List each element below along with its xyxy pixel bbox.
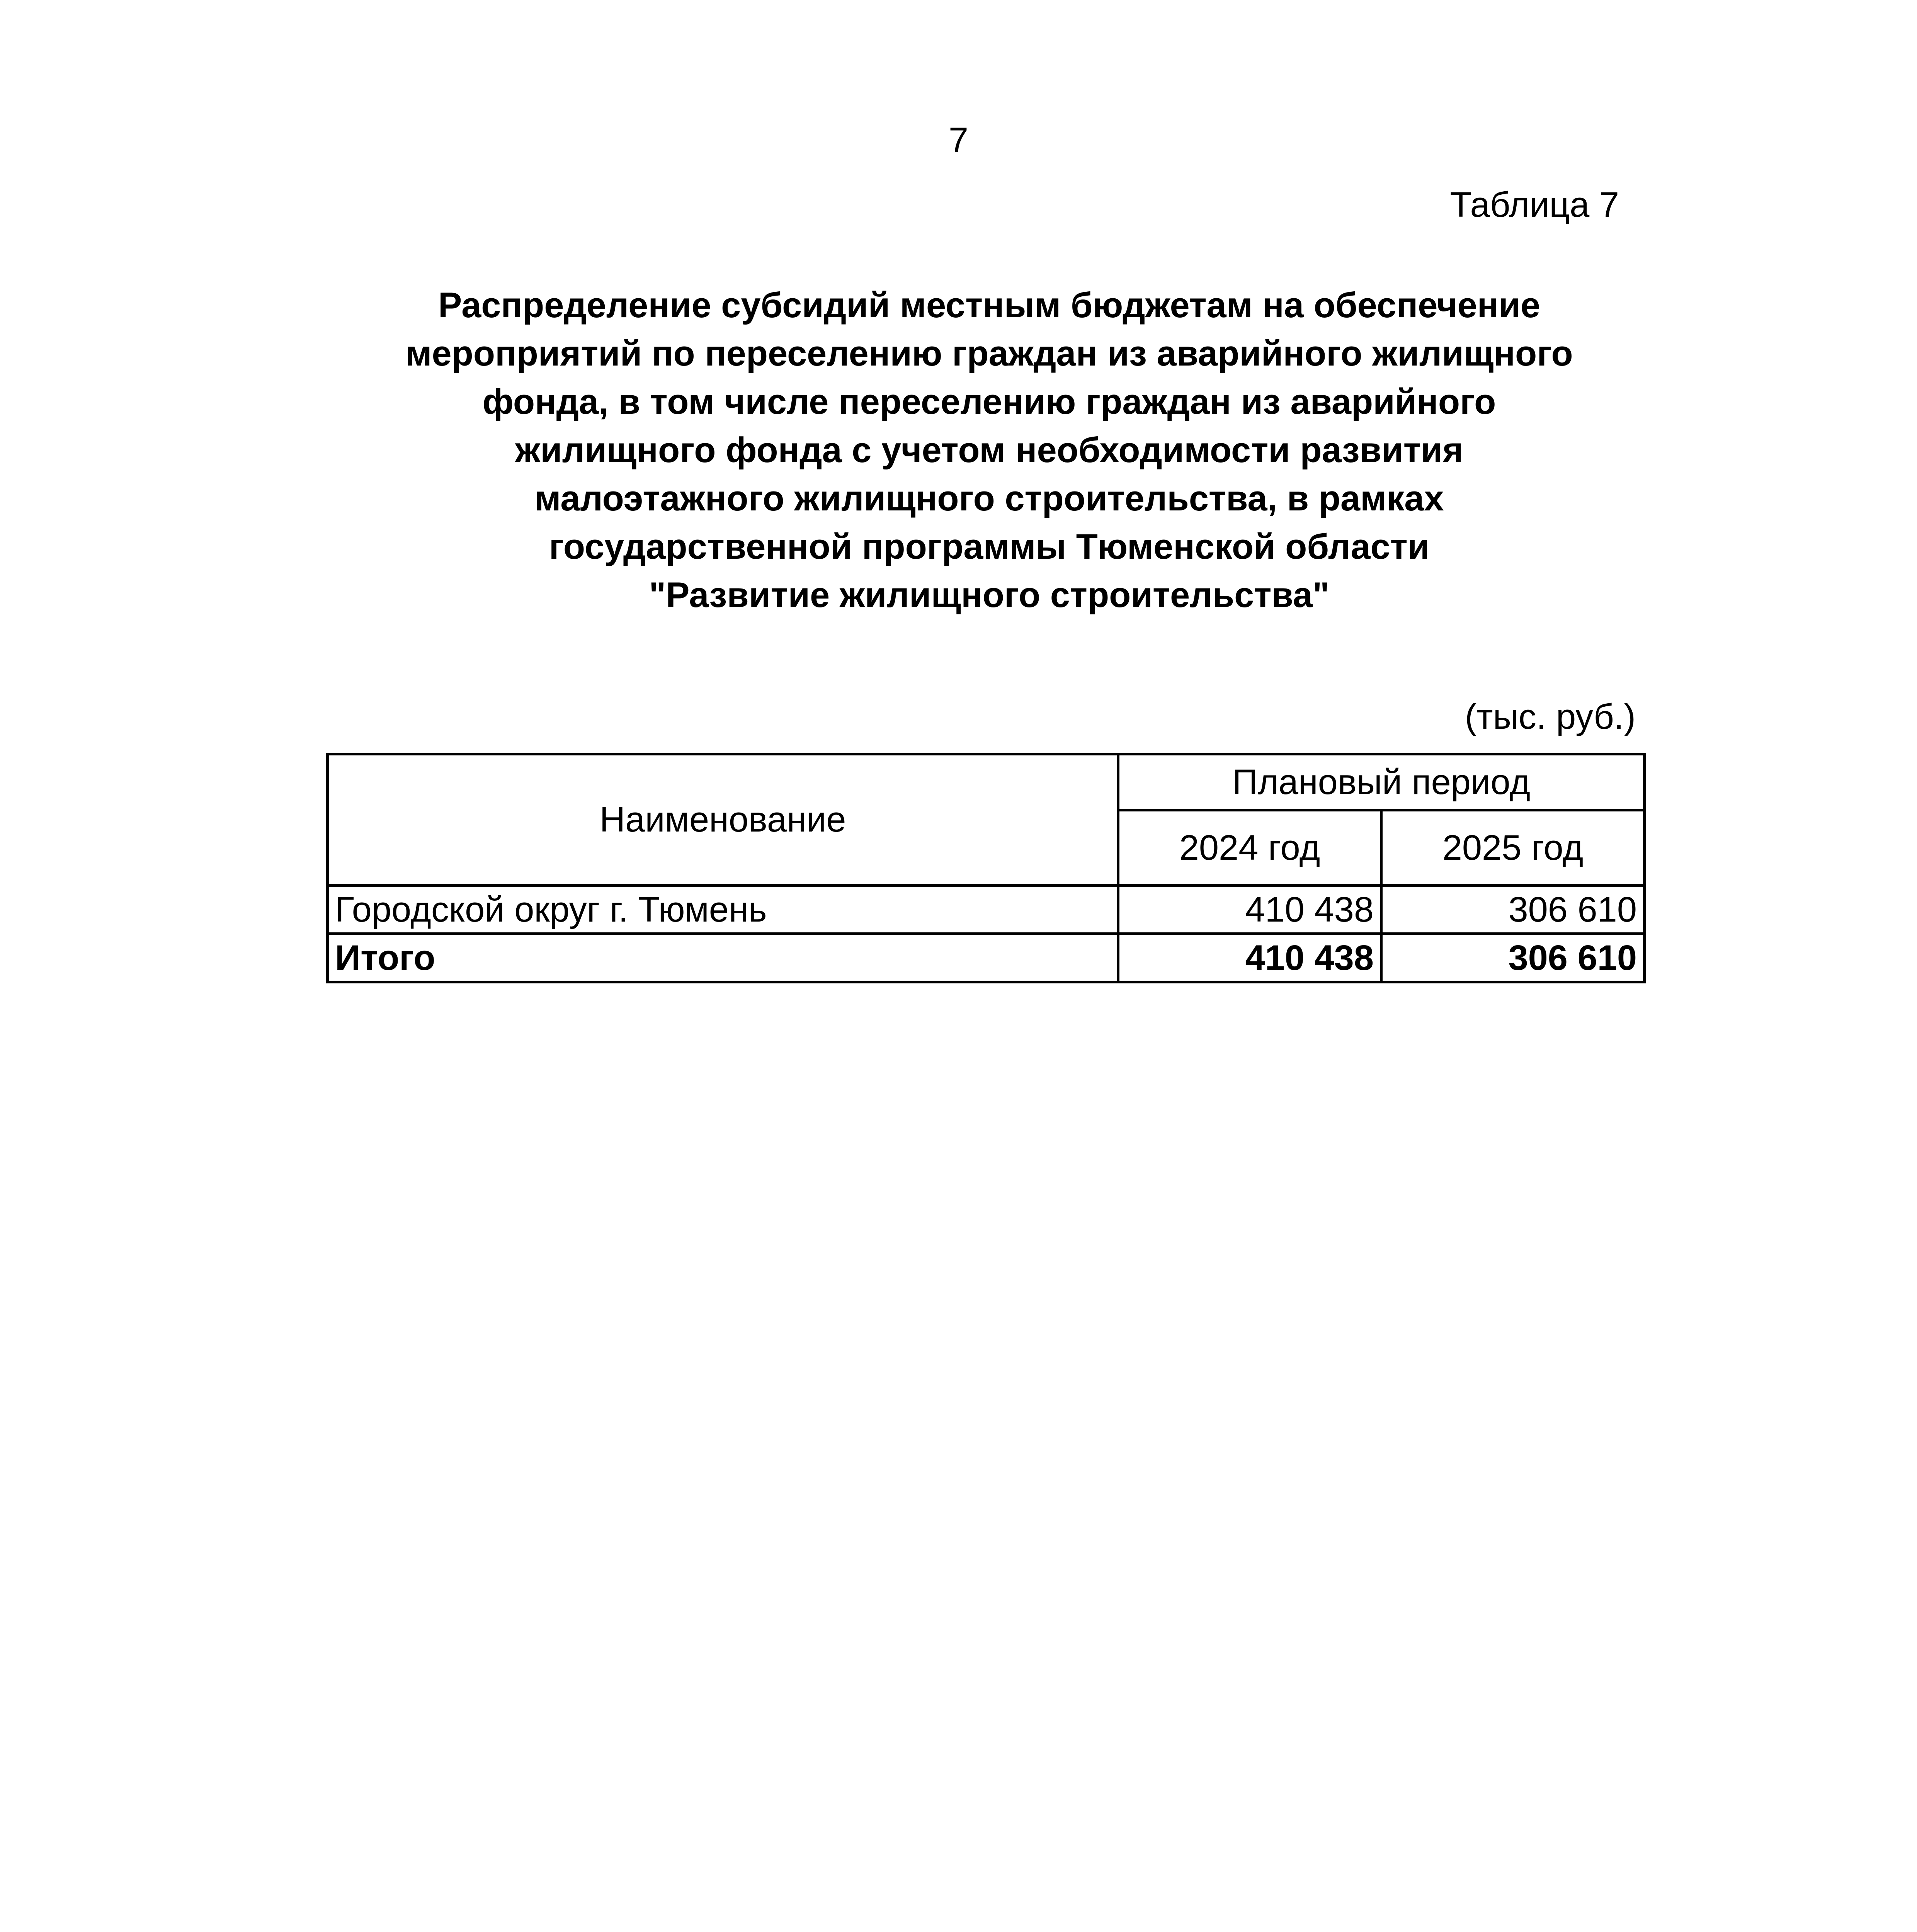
total-value-2025: 306 610 [1381, 934, 1645, 982]
document-title [317, 281, 1662, 619]
title-line: малоэтажного жилищного строительства, в рамках [534, 479, 1444, 518]
row-value-2025: 306 610 [1381, 886, 1645, 934]
title-line: фонда, в том числе переселению граждан из аварийного [482, 382, 1496, 422]
title-line: Распределение субсидий местным бюджетам на обеспечение [438, 286, 1541, 325]
page-number: 7 [948, 121, 969, 160]
units-label: (тыс. руб.) [1465, 697, 1636, 736]
table-label: Таблица 7 [1450, 185, 1619, 224]
title-line: государственной программы Тюменской области [549, 527, 1430, 566]
total-value-2024: 410 438 [1118, 934, 1381, 982]
row-name: Городской округ г. Тюмень [328, 886, 1118, 934]
table-header-row [328, 754, 1645, 810]
subsidy-table [326, 753, 1646, 983]
header-year-2024: 2024 год [1118, 810, 1381, 886]
total-row [328, 934, 1645, 982]
total-label: Итого [328, 934, 1118, 982]
title-line: "Развитие жилищного строительства" [649, 575, 1330, 615]
title-line: жилищного фонда с учетом необходимости развития [515, 430, 1463, 470]
header-name: Наименование [328, 754, 1118, 886]
header-planned-period: Плановый период [1118, 754, 1645, 810]
header-year-2025: 2025 год [1381, 810, 1645, 886]
row-value-2024: 410 438 [1118, 886, 1381, 934]
title-line: мероприятий по переселению граждан из аварийного жилищного [405, 334, 1573, 373]
table-row [328, 886, 1645, 934]
